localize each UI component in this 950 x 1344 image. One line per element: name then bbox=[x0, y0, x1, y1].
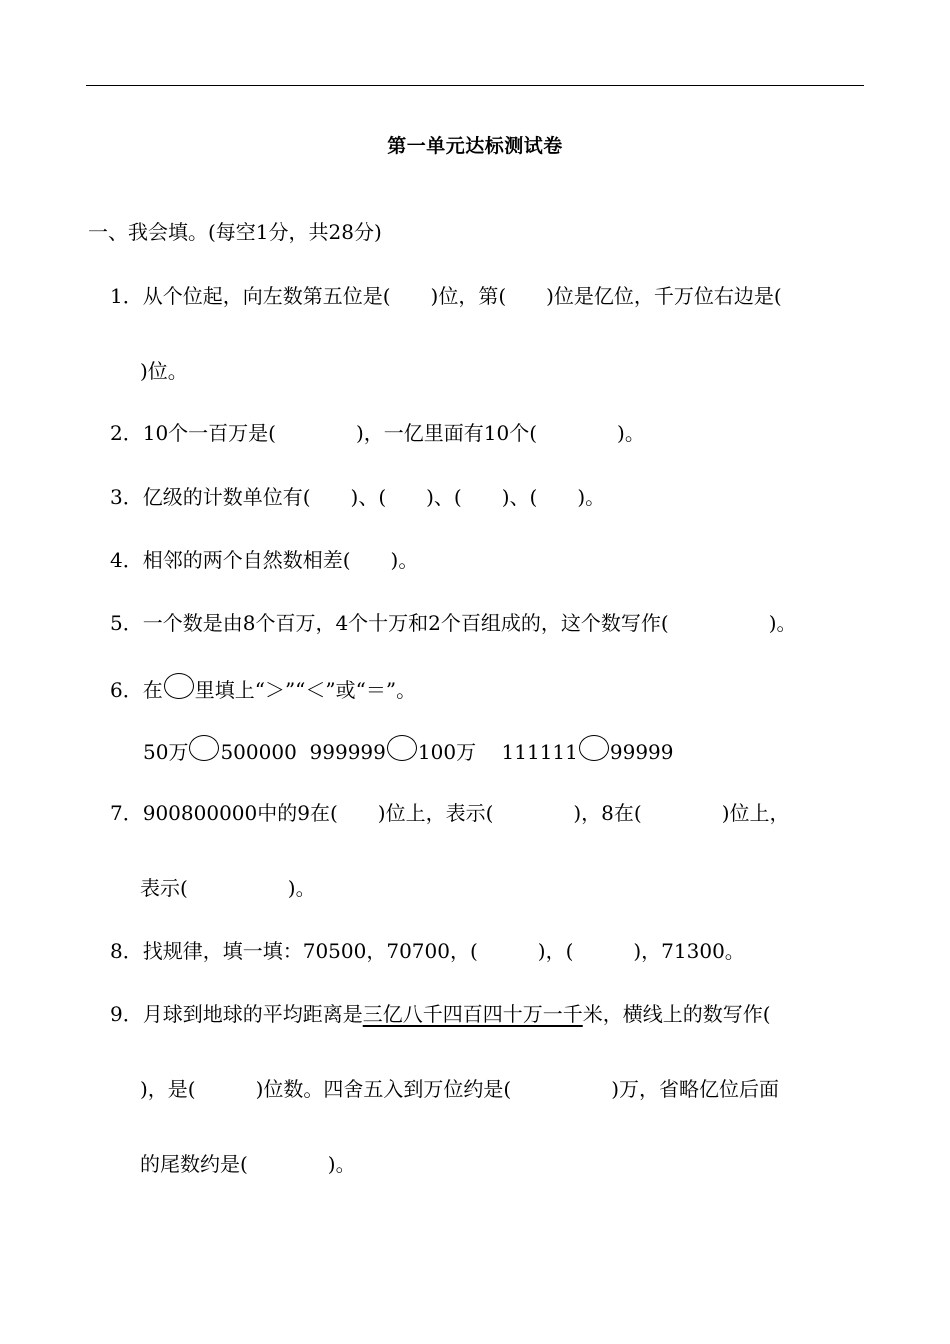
question-2: 2．10个一百万是( )，一亿里面有10个( )。 bbox=[110, 421, 645, 445]
question-1-line-1: 1．从个位起，向左数第五位是( )位，第( )位是亿位，千万位右边是( bbox=[110, 284, 782, 308]
compare-item-1-left: 50万 bbox=[143, 740, 189, 764]
question-6-suffix: 里填上“＞”“＜”或“＝”。 bbox=[194, 678, 417, 702]
question-9-line-2: )，是( )位数。四舍五入到万位约是( )万，省略亿位后面 bbox=[140, 1077, 780, 1101]
compare-item-2-left: 999999 bbox=[309, 740, 386, 764]
compare-item-3-left: 111111 bbox=[501, 740, 578, 764]
compare-circle-icon[interactable] bbox=[579, 735, 609, 761]
question-7-line-1: 7．900800000中的9在( )位上，表示( )，8在( )位上， bbox=[110, 801, 790, 825]
compare-item-3-right: 99999 bbox=[609, 740, 674, 764]
underlined-distance: 三亿八千四百四十万一千 bbox=[362, 1002, 583, 1026]
question-4: 4．相邻的两个自然数相差( )。 bbox=[110, 548, 419, 572]
question-9-line-3: 的尾数约是( )。 bbox=[140, 1152, 356, 1176]
compare-item-1-right: 500000 bbox=[220, 740, 297, 764]
question-1-line-2: )位。 bbox=[140, 359, 188, 383]
question-6-prefix: 6．在 bbox=[110, 678, 163, 702]
compare-item-2-right: 100万 bbox=[417, 740, 477, 764]
question-3: 3．亿级的计数单位有( )、( )、( )、( )。 bbox=[110, 485, 606, 509]
question-7-line-2: 表示( )。 bbox=[140, 876, 316, 900]
question-6-items bbox=[143, 735, 674, 766]
question-6-instruction bbox=[110, 673, 416, 704]
page-title: 第一单元达标测试卷 bbox=[387, 135, 563, 157]
question-8: 8．找规律，填一填：70500，70700，( )，( )，71300。 bbox=[110, 939, 745, 963]
top-rule bbox=[86, 85, 864, 86]
compare-circle-icon bbox=[164, 673, 194, 699]
question-9-suffix: 米，横线上的数写作( bbox=[582, 1002, 771, 1026]
compare-circle-icon[interactable] bbox=[189, 735, 219, 761]
question-5: 5．一个数是由8个百万，4个十万和2个百组成的，这个数写作( )。 bbox=[110, 611, 797, 635]
question-9-prefix: 9．月球到地球的平均距离是 bbox=[110, 1002, 363, 1026]
question-9-line-1 bbox=[110, 1000, 771, 1028]
section-heading: 一、我会填。(每空1分，共28分) bbox=[88, 220, 382, 244]
compare-circle-icon[interactable] bbox=[387, 735, 417, 761]
